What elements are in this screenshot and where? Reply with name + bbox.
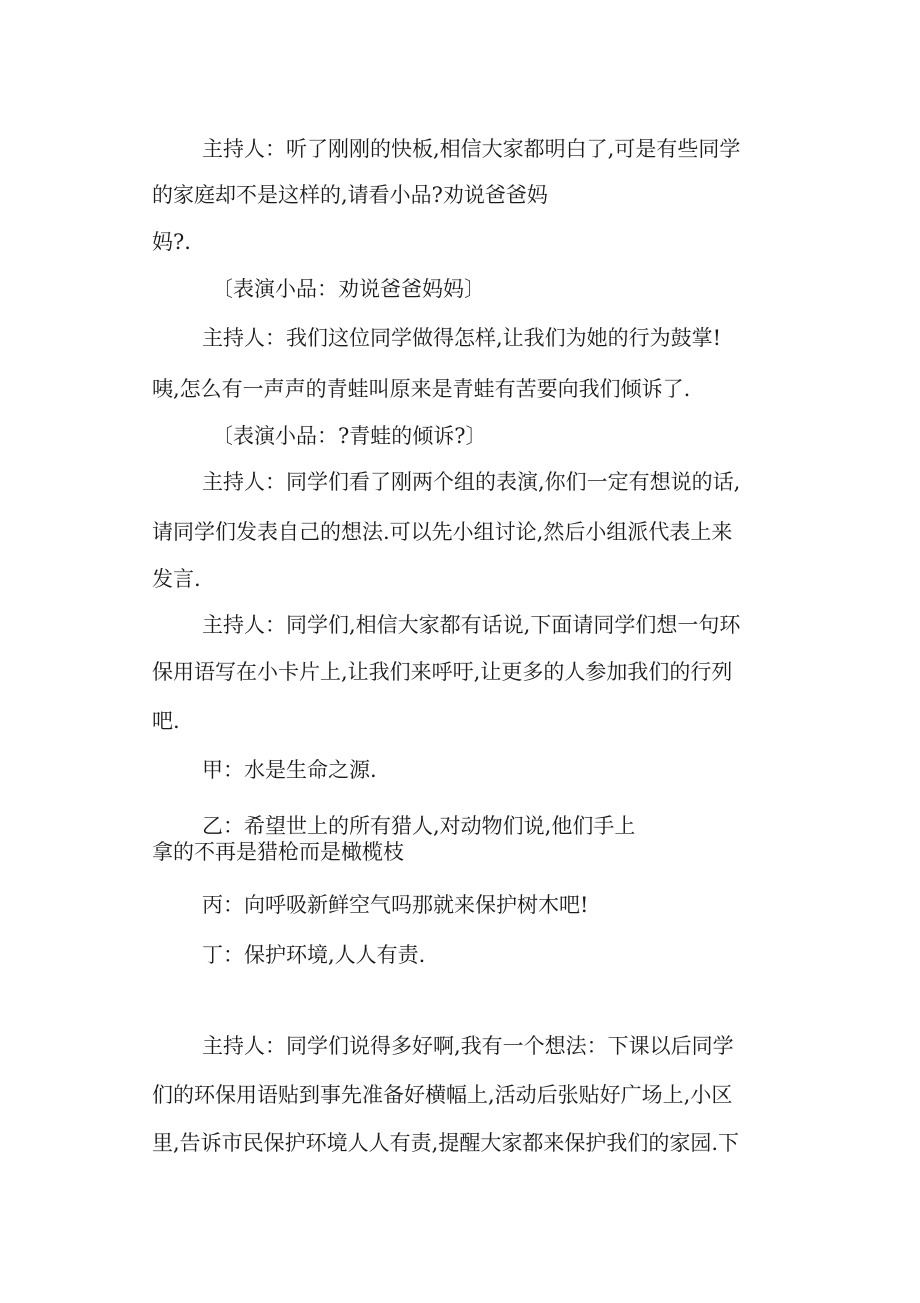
- text-line: 请同学们发表自己的想法.可以先小组讨论,然后小组派代表上来: [152, 520, 733, 544]
- speaker-line: 丙：向呼吸新鲜空气吗那就来保护树木吧!: [202, 893, 589, 917]
- speaker-line: 乙：希望世上的所有猎人,对动物们说,他们手上: [202, 814, 636, 838]
- text-line: 主持人：同学们看了刚两个组的表演,你们一定有想说的话,: [202, 470, 741, 494]
- text-line: 发言.: [152, 567, 201, 591]
- text-line: 主持人：我们这位同学做得怎样,让我们为她的行为鼓掌!: [202, 326, 722, 350]
- text-line: 们的环保用语贴到事先准备好横幅上,活动后张贴好广场上,小区: [152, 1083, 733, 1107]
- speaker-line: 甲：水是生命之源.: [202, 758, 377, 782]
- stage-direction: 〔表演小品：?青蛙的倾诉?〕: [212, 424, 487, 448]
- text-line: 主持人：听了刚刚的快板,相信大家都明白了,可是有些同学: [202, 137, 741, 161]
- text-line: 吧.: [152, 709, 180, 733]
- text-line: 的家庭却不是这样的,请看小品?劝说爸爸妈: [152, 183, 548, 207]
- text-line: 主持人：同学们,相信大家都有话说,下面请同学们想一句环: [202, 613, 741, 637]
- text-line: 咦,怎么有一声声的青蛙叫原来是青蛙有苦要向我们倾诉了.: [152, 377, 691, 401]
- text-line: 里,告诉市民保护环境人人有责,提醒大家都来保护我们的家园.下: [152, 1131, 740, 1155]
- text-line: 保用语写在小卡片上,让我们来呼吁,让更多的人参加我们的行列: [152, 660, 733, 684]
- stage-direction: 〔表演小品：劝说爸爸妈妈〕: [212, 277, 485, 301]
- text-line: 主持人：同学们说得多好啊,我有一个想法：下课以后同学: [202, 1034, 734, 1058]
- speaker-line: 丁：保护环境,人人有责.: [202, 943, 426, 967]
- text-line: 妈?.: [152, 230, 191, 254]
- text-line: 拿的不再是猎枪而是橄榄枝: [152, 840, 404, 864]
